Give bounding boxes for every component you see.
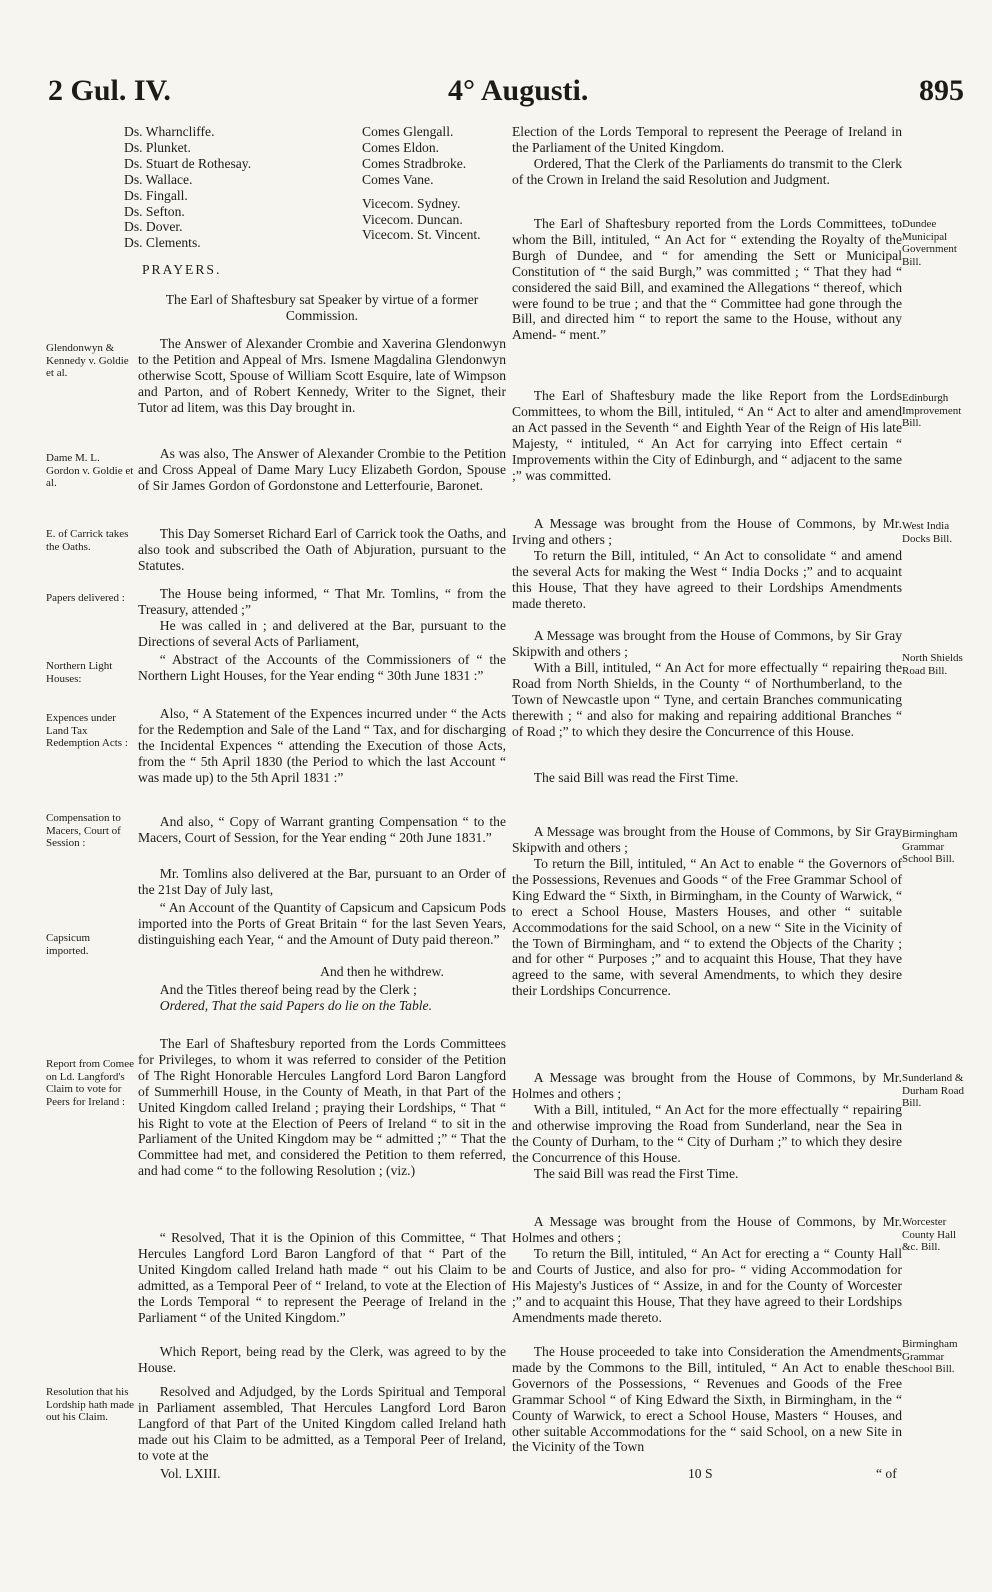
- margin-note: Capsicum imported.: [46, 932, 90, 957]
- margin-note: E. of Carrick takes the Oaths.: [46, 528, 129, 553]
- entry-west-india-docks: To return the Bill, intituled, “ An Act to consolidate “ and amend the several Acts for making the West “ India Docks ;” and to acquaint this House, That they have agreed to their Lordships Amendments made thereto.: [512, 548, 902, 611]
- peer-name: Comes Stradbroke.: [362, 155, 467, 171]
- spacer: [362, 188, 481, 196]
- peer-name: Ds. Wharncliffe.: [124, 124, 215, 139]
- entry-birmingham-amendments: The House proceeded to take into Consideration the Amendments made by the Commons to the Bill, intituled, “ An Act to enable the Governors of the Possessions, “ Revenues and Goods of the Free Grammar School “ of King Edward the Sixth, in Birmingham, in the “ County of Warwick, to erect a School House, Masters “ Houses, and other suitable Accommodations for the “ said School, on a new Site in the Vicinity of the Town: [512, 1344, 902, 1455]
- entry-dundee-report: The Earl of Shaftesbury reported from the Lords Committees, to whom the Bill, intituled, “ An Act for “ extending the Royalty of the Burgh of Dundee, and “ for amending the Sett or Municipal Constitution of “ the said Burgh,” was committed ; “ That they had “ considered the said Bill, and examined the Allegations “ thereof, which were found to be true ; and that the “ Committee had gone through the Bill, and directed him “ to report the same to the House, without any Amend- “ ment.”: [512, 216, 902, 343]
- margin-note: West India Docks Bill.: [902, 520, 953, 545]
- entry-north-shields-bill: With a Bill, intituled, “ An Act for more effectually “ repairing the Road from North Shields, in the County “ of Northumberland, to the Town of Newcastle upon “ Tyne, and certain Branches communicating therewith ; “ and also for making and repairing additional Branches “ of Road ;” to which they desire the Concurrence of this House.: [512, 660, 902, 739]
- volume-number: Vol. LXIII.: [160, 1466, 221, 1481]
- margin-note: Dundee Municipal Government Bill.: [902, 218, 957, 268]
- peer-list-dominus: [124, 124, 251, 251]
- entry-order-july: Mr. Tomlins also delivered at the Bar, pursuant to an Order of the 21st Day of July last,: [138, 866, 506, 897]
- entry-gordon-answer: As was also, The Answer of Alexander Crombie to the Petition and Cross Appeal of Dame Mary Lucy Elizabeth Gordon, Spouse of Sir James Gordon of Gordonstone and Letterfourie, Baronet.: [138, 446, 506, 493]
- entry-capsicum: “ An Account of the Quantity of Capsicum and Capsicum Pods imported into the Ports of Great Britain “ for the last Seven Years, distinguishing each Year, “ and the Amount of Duty paid thereon.”: [138, 900, 506, 947]
- entry-first-reading: The said Bill was read the First Time.: [533, 770, 739, 785]
- margin-note: Papers delivered :: [46, 592, 125, 604]
- entry-northern-lights: “ Abstract of the Accounts of the Commissioners of “ the Northern Light Houses, for the Year ending “ 30th June 1831 :”: [138, 652, 506, 683]
- signature-mark: 10 S: [688, 1466, 713, 1481]
- peer-name: Comes Vane.: [362, 171, 434, 187]
- peer-name: Comes Eldon.: [362, 139, 440, 155]
- entry-birmingham-bill: To return the Bill, intituled, “ An Act to enable “ the Governors of the Possessions, Revenues and Goods “ of the Free Grammar School of King Edward the “ Sixth, in Birmingham, in the County of Warwick, “ to erect a School House, Masters Houses, and other “ suitable Accommodations for the said School, on a new “ Site in the Vicinity of the Town of Birmingham, and “ to extend the Objects of the Charity ; and for other “ Purposes ;” and to acquaint this House, That they have agreed to the same, with several Amendments, to which they desire their Lordships Concurrence.: [512, 856, 902, 999]
- entry-message-holmes-2: A Message was brought from the House of Commons, by Mr. Holmes and others ;: [512, 1214, 902, 1245]
- entry-transmit-order: Ordered, That the Clerk of the Parliaments do transmit to the Clerk of the Crown in Ireland the said Resolution and Judgment.: [512, 156, 902, 187]
- margin-note: Dame M. L. Gordon v. Goldie et al.: [46, 452, 134, 489]
- entry-resolved-adjudged: Resolved and Adjudged, by the Lords Spiritual and Temporal in Parliament assembled, That Hercules Langford Lord Baron Langford of that Part of the United Kingdom called Ireland hath made out his Claim to be admitted, as a Temporal Peer of Ireland, to vote at the: [138, 1384, 506, 1463]
- entry-glendonwyn-answer: The Answer of Alexander Crombie and Xaverina Glendonwyn to the Petition and Appeal of Mrs. Ismene Magdalina Glendonwyn otherwise Scott, Spouse of William Scott Esquire, late of Wimpson and Parton, and of Robert Kennedy, Writer to the Signet, their Tutor ad litem, was this Day brought in.: [138, 336, 506, 415]
- entry-withdrew: And then he withdrew.: [320, 964, 444, 979]
- page-header: [48, 74, 964, 124]
- page-number: 895: [919, 74, 964, 107]
- peer-name: Ds. Stuart de Rothesay.: [124, 155, 252, 171]
- entry-titles-read: And the Titles thereof being read by the Clerk ;: [159, 982, 417, 997]
- entry-house-informed: The House being informed, “ That Mr. Tomlins, “ from the Treasury, attended ;”: [138, 586, 506, 617]
- entry-macers: And also, “ Copy of Warrant granting Compensation “ to the Macers, Court of Session, for the Year ending “ 20th June 1831.”: [138, 814, 506, 845]
- entry-ordered-table: Ordered, That the said Papers do lie on the Table.: [159, 998, 432, 1013]
- peer-name: Vicecom. Duncan.: [362, 211, 463, 227]
- margin-note: Birmingham Grammar School Bill.: [902, 828, 958, 865]
- catchword: “ of: [876, 1466, 897, 1481]
- peer-name: Comes Glengall.: [362, 124, 454, 139]
- entry-carrick-oaths: This Day Somerset Richard Earl of Carrick took the Oaths, and also took and subscribed the Oath of Abjuration, pursuant to the Statutes.: [138, 526, 506, 573]
- entry-message-skipwith-2: A Message was brought from the House of Commons, by Sir Gray Skipwith and others ;: [512, 824, 902, 855]
- entry-worcester-bill: To return the Bill, intituled, “ An Act for erecting a “ County Hall and Courts of Justice, and also for pro- “ viding Accommodation for His Majesty's Justices of “ Assize, in and for the County of Worcester ;” and to acquaint this House, That they have agreed to their Lordships Amendments made thereto.: [512, 1246, 902, 1325]
- peer-list-comes: [362, 124, 481, 243]
- entry-resolved-committee: “ Resolved, That it is the Opinion of this Committee, “ That Hercules Langford Lord Baron Langford of that “ Part of the United Kingdom called Ireland hath made “ out his Claim to be admitted, as a Temporal Peer of “ Ireland, to vote at the Election of the Lords Temporal “ to represent the Peerage of Ireland in the Parliament “ of the United Kingdom.”: [138, 1230, 506, 1325]
- peer-name: Ds. Sefton.: [124, 203, 185, 219]
- entry-message-skipwith: A Message was brought from the House of Commons, by Sir Gray Skipwith and others ;: [512, 628, 902, 659]
- margin-note: North Shields Road Bill.: [902, 652, 963, 677]
- margin-note: Glendonwyn & Kennedy v. Goldie et al.: [46, 342, 129, 379]
- peer-name: Ds. Wallace.: [124, 171, 193, 187]
- entry-election-continued: Election of the Lords Temporal to represent the Peerage of Ireland in the Parliament of the United Kingdom.: [512, 124, 902, 155]
- margin-note: Resolution that his Lordship hath made out his Claim.: [46, 1386, 134, 1423]
- entry-report-agreed: Which Report, being read by the Clerk, was agreed to by the House.: [138, 1344, 506, 1375]
- peer-name: Vicecom. St. Vincent.: [362, 227, 481, 243]
- margin-note: Worcester County Hall &c. Bill.: [902, 1216, 957, 1253]
- margin-note: Compensation to Macers, Court of Session :: [46, 812, 121, 849]
- margin-note: Birmingham Grammar School Bill.: [902, 1338, 958, 1375]
- peer-name: Ds. Plunket.: [124, 139, 191, 155]
- peer-name: Ds. Clements.: [124, 235, 201, 251]
- peer-name: Ds. Dover.: [124, 219, 183, 235]
- margin-note: Expences under Land Tax Redemption Acts :: [46, 712, 128, 749]
- entry-first-reading-2: The said Bill was read the First Time.: [533, 1166, 739, 1181]
- entry-privileges-report: The Earl of Shaftesbury reported from the Lords Committees for Privileges, to whom it was referred to consider of the Petition of The Right Honorable Hercules Langford Lord Baron Langford of Summerhill House, in the County of Meath, in that Part of the United Kingdom called Ireland ; praying their Lordships, “ That “ his Right to vote at the Election of Peers of Ireland “ to sit in the Parliament of the United Kingdom may be “ admitted ;” “ That the Committee had met, and considered the Petition to them referred, and had come “ to the following Resolution ; (viz.): [138, 1036, 506, 1179]
- peer-name: Vicecom. Sydney.: [362, 195, 461, 211]
- prayers-heading: PRAYERS.: [142, 262, 222, 277]
- header-regnal-year: 2 Gul. IV.: [48, 74, 171, 107]
- entry-land-tax: Also, “ A Statement of the Expences incurred under “ the Acts for the Redemption and Sale of the Land “ Tax, and for discharging the Incidental Expences “ attending the Execution of those Acts, from the “ 5th April 1830 (the Period to which the last Account “ was made up) to the 5th April 1831 :”: [138, 706, 506, 785]
- entry-sunderland-bill: With a Bill, intituled, “ An Act for the more effectually “ repairing and otherwise improving the Road from Sunderland, near the Sea in the County of Durham, to the “ City of Durham ;” to which they desire the Concurrence of this House.: [512, 1102, 902, 1165]
- entry-message-holmes: A Message was brought from the House of Commons, by Mr. Holmes and others ;: [512, 1070, 902, 1101]
- speaker-entry: The Earl of Shaftesbury sat Speaker by virtue of a former Commission.: [165, 292, 479, 323]
- margin-note: Sunderland & Durham Road Bill.: [902, 1072, 965, 1109]
- peer-name: Ds. Fingall.: [124, 187, 188, 203]
- header-date: 4° Augusti.: [448, 74, 589, 107]
- entry-edinburgh-report: The Earl of Shaftesbury made the like Report from the Lords Committees, to whom the Bill, intituled, “ An “ Act to alter and amend an Act passed in the Seventh “ and Eighth Year of the Reign of His late Majesty, “ intituled, “ An Act for carrying into Effect certain “ Improvements within the City of Edinburgh, and “ adjacent to the same ;” was committed.: [512, 388, 902, 483]
- entry-called-in: He was called in ; and delivered at the Bar, pursuant to the Directions of several Acts of Parliament,: [138, 618, 506, 649]
- entry-message-irving: A Message was brought from the House of Commons, by Mr. Irving and others ;: [512, 516, 902, 547]
- margin-note: Edinburgh Improvement Bill.: [902, 392, 962, 429]
- margin-note: Northern Light Houses:: [46, 660, 113, 685]
- margin-note: Report from Comee on Ld. Langford's Claim to vote for Peers for Ireland :: [46, 1058, 134, 1108]
